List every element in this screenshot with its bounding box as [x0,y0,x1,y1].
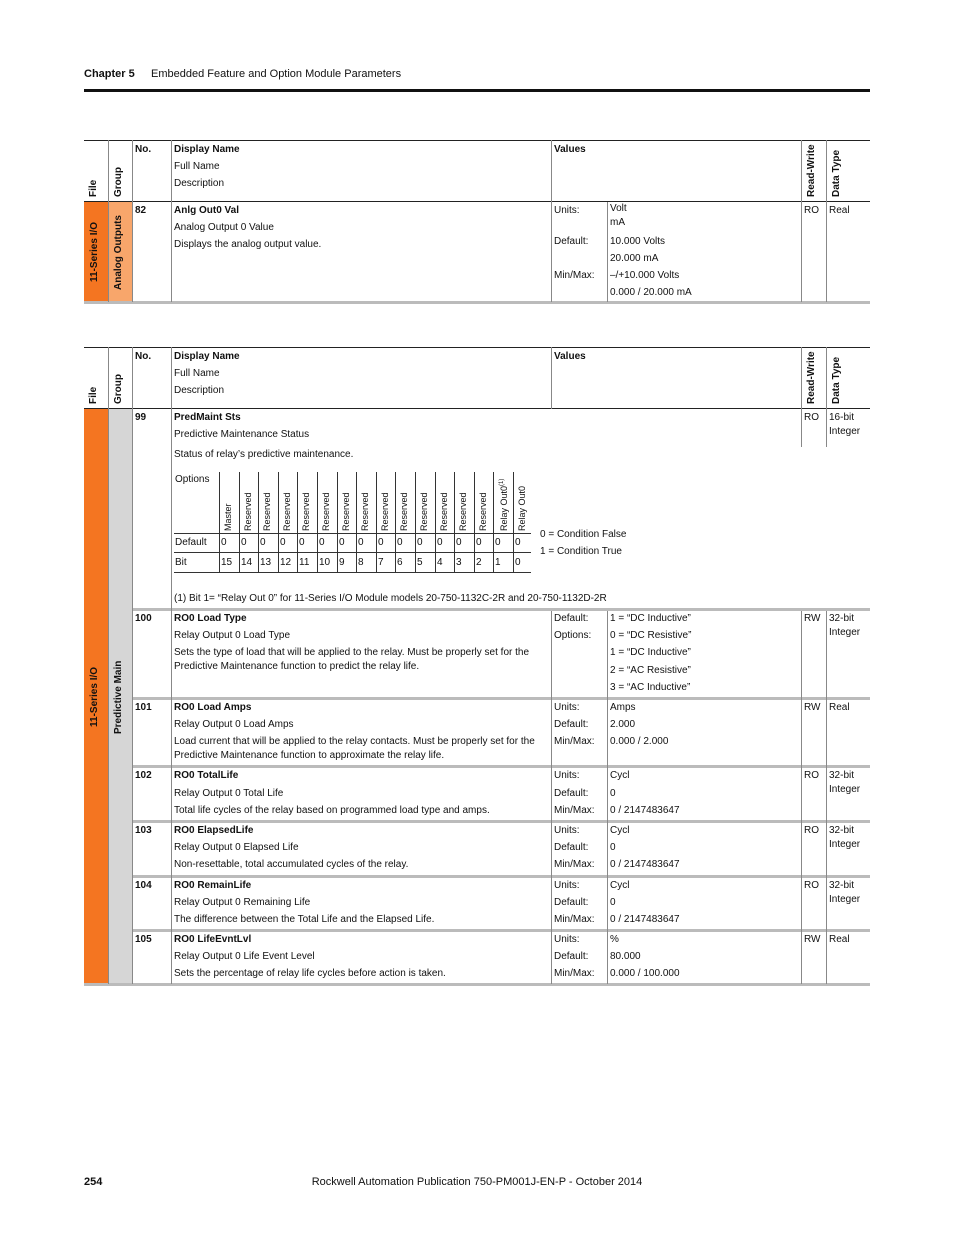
bit-default-value: 0 [358,537,364,548]
col-header-no: No. [135,351,152,362]
bit-number: 15 [221,557,233,568]
value-default: 1 = “DC Inductive” [610,613,691,624]
col-header-data-type: Data Type [831,356,842,404]
col-header-group: Group [113,374,124,404]
data-type-line-1: 32-bit [829,613,855,624]
value-minmax: 0.000 / 2.000 [610,736,669,747]
value-units-volt: Volt [610,203,627,214]
minmax-label: Min/Max: [554,914,595,925]
minmax-label: Min/Max: [554,736,595,747]
data-type-line-2: Integer [829,784,861,795]
data-type-value [829,879,860,907]
default-label: Default: [554,236,589,247]
col-header-file: File [88,386,99,404]
bit-option-name: Reserved [419,492,429,531]
param-description: Non-resettable, total accumulated cycles of the relay. [174,859,409,870]
header-rule [84,89,870,92]
value-minmax-volts: –/+10.000 Volts [610,270,680,281]
bit-column-divider [454,472,455,573]
data-type-line-1: 32-bit [829,770,855,781]
units-label: Units: [554,770,580,781]
data-type-value: Real [829,205,850,216]
param-description: Sets the type of load that will be applied to the relay. Must be properly set for the Predictive Maintenance function to predict the relay life. [174,647,530,672]
bit-number: 14 [241,557,253,568]
bit-number: 11 [299,557,310,568]
param-number: 99 [135,412,147,423]
bit-number: 3 [456,557,462,568]
value-minmax-ma: 0.000 / 20.000 mA [610,287,692,298]
bit-number: 13 [260,557,272,568]
param-display-name: RO0 RemainLife [174,880,252,891]
data-type-line-1: 32-bit [829,825,855,836]
bit-default-value: 0 [417,537,423,548]
param-display-name: Anlg Out0 Val [174,205,240,216]
page-number: 254 [84,1176,103,1188]
bit-option-name: Reserved [380,492,390,531]
minmax-label: Min/Max: [554,805,595,816]
value-units: Cycl [610,770,630,781]
param-display-name: RO0 Load Type [174,613,247,624]
param-full-name: Relay Output 0 Total Life [174,788,284,799]
default-label: Default: [554,897,589,908]
bit-default-value: 0 [339,537,345,548]
col-header-file: File [88,179,99,197]
read-write-value: RW [804,613,821,624]
bit-number: 10 [319,557,331,568]
value-default-volts: 10.000 Volts [610,236,666,247]
bit-number: 7 [378,557,384,568]
value-default: 2.000 [610,719,636,730]
param-number: 101 [135,702,152,713]
value-default-ma: 20.000 mA [610,253,659,264]
bit-option-name: Relay Out0 [517,485,527,531]
bit-default-value: 0 [495,537,501,548]
bit-option-name: Reserved [458,492,468,531]
bit-default-value: 0 [515,537,521,548]
bit-number: 2 [476,557,482,568]
read-write-value: RW [804,702,821,713]
bit-column-divider [297,472,298,573]
table1-bottom-rule [84,301,870,304]
param-description: Sets the percentage of relay life cycles before action is taken. [174,968,446,979]
param-full-name: Relay Output 0 Remaining Life [174,897,311,908]
value-units: Cycl [610,880,630,891]
param-display-name: PredMaint Sts [174,412,241,423]
param-display-name: RO0 Load Amps [174,702,252,713]
bit-default-value: 0 [221,537,227,548]
bit-number: 0 [515,557,521,568]
param-full-name: Relay Output 0 Elapsed Life [174,842,299,853]
value-default: 80.000 [610,951,641,962]
value-units: Cycl [610,825,630,836]
param-number: 100 [135,613,152,624]
data-type-line-1: 32-bit [829,880,855,891]
bit-option-name: Reserved [478,492,488,531]
minmax-label: Min/Max: [554,968,595,979]
bit-column-divider [219,472,220,573]
chapter-title: Embedded Feature and Option Module Parameters [151,68,402,80]
publication-line: Rockwell Automation Publication 750-PM001J-EN-P - October 2014 [311,1176,643,1188]
bit-default-value: 0 [319,537,325,548]
units-label: Units: [554,880,580,891]
col-header-display-name: Display Name [174,144,240,155]
bit-default-value: 0 [299,537,305,548]
bit-column-divider [337,472,338,573]
data-type-line-2: Integer [829,839,861,850]
col-header-data-type: Data Type [831,149,842,197]
value-option-1: 1 = “DC Inductive” [610,647,691,658]
bit-number: 1 [495,557,501,568]
chapter-label: Chapter 5 [84,68,135,80]
bit-row-label: Bit [175,557,187,568]
default-label: Default: [554,613,589,624]
value-option-0: 0 = “DC Resistive” [610,630,692,641]
bit-default-value: 0 [241,537,247,548]
condition-true: 1 = Condition True [540,546,622,557]
param-description: Status of relay’s predictive maintenance. [174,449,354,460]
file-label: 11-Series I/O [89,221,100,282]
data-type-value: Real [829,934,850,945]
units-label: Units: [554,934,580,945]
bit-option-name: Relay Out0$^{(1)}$ [499,478,509,531]
value-units: Amps [610,702,636,713]
footnote: (1) Bit 1= “Relay Out 0” for 11-Series I/O Module models 20-750-1132C-2R and 20-750-1132D-2R [174,593,607,604]
bit-option-name: Reserved [301,492,311,531]
minmax-label: Min/Max: [554,859,595,870]
bit-column-divider [435,472,436,573]
value-units: % [610,934,619,945]
col-header-description: Description [174,178,225,189]
bit-option-name: Reserved [439,492,449,531]
bit-column-divider [395,472,396,573]
file-label: 11-Series I/O [89,666,100,727]
bit-option-name: Reserved [321,492,331,531]
read-write-value: RO [804,412,819,423]
footnote-marker: (1) [499,478,505,486]
bit-default-value: 0 [378,537,384,548]
bit-option-name: Master [223,503,233,531]
data-type-value [829,612,860,640]
bit-number: 8 [358,557,364,568]
param-full-name: Predictive Maintenance Status [174,429,310,440]
param-number: 82 [135,205,147,216]
bit-column-divider [474,472,475,573]
condition-false: 0 = Condition False [540,529,627,540]
data-type-value [829,411,860,439]
param-description: Load current that will be applied to the relay contacts. Must be properly set for the Predictive Maintenance function to approximate the relay life. [174,736,535,761]
col-header-no: No. [135,144,152,155]
value-option-2: 2 = “AC Resistive” [610,665,691,676]
bit-number: 9 [339,557,345,568]
bit-default-value: 0 [437,537,443,548]
bit-option-name: Reserved [262,492,272,531]
value-minmax: 0.000 / 100.000 [610,968,680,979]
data-type-line-2: Integer [829,426,861,437]
col-header-read-write: Read-Write [806,351,817,404]
bit-default-value: 0 [456,537,462,548]
default-label: Default: [554,719,589,730]
units-label: Units: [554,205,580,216]
col-header-read-write: Read-Write [806,144,817,197]
value-option-3: 3 = “AC Inductive” [610,682,691,693]
col-header-full-name: Full Name [174,161,220,172]
bit-column-divider [513,472,514,573]
value-default: 0 [610,897,616,908]
bit-option-name: Reserved [282,492,292,531]
value-units-ma: mA [610,217,625,228]
read-write-value: RW [804,934,821,945]
data-type-line-2: Integer [829,894,861,905]
minmax-label: Min/Max: [554,270,595,281]
options-label: Options: [554,630,592,641]
bit-default-value: 0 [476,537,482,548]
bit-number: 5 [417,557,423,568]
bit-column-divider [356,472,357,573]
col-header-full-name: Full Name [174,368,220,379]
default-row-label: Default [175,537,207,548]
bit-number: 12 [280,557,292,568]
units-label: Units: [554,825,580,836]
param-display-name: RO0 ElapsedLife [174,825,254,836]
value-minmax: 0 / 2147483647 [610,805,680,816]
param-number: 104 [135,880,152,891]
data-type-value [829,824,860,852]
param-number: 103 [135,825,152,836]
col-header-values: Values [554,144,586,155]
data-type-line-1: 16-bit [829,412,855,423]
col-header-description: Description [174,385,225,396]
bit-column-divider [376,472,377,573]
bit-default-value: 0 [260,537,266,548]
param-number: 105 [135,934,152,945]
param-number: 102 [135,770,152,781]
param-full-name: Relay Output 0 Life Event Level [174,951,315,962]
value-default: 0 [610,788,616,799]
data-type-line-2: Integer [829,627,861,638]
bit-column-divider [493,472,494,573]
param-full-name: Relay Output 0 Load Amps [174,719,294,730]
bit-column-divider [415,472,416,573]
bit-column-divider [317,472,318,573]
default-label: Default: [554,951,589,962]
data-type-value: Real [829,702,850,713]
bit-option-name: Reserved [360,492,370,531]
bit-number: 4 [437,557,443,568]
bit-number: 6 [397,557,403,568]
col-header-values: Values [554,351,586,362]
bit-option-name: Reserved [399,492,409,531]
default-label: Default: [554,842,589,853]
value-minmax: 0 / 2147483647 [610,859,680,870]
bit-default-value: 0 [280,537,286,548]
col-header-display-name: Display Name [174,351,240,362]
bit-column-divider [278,472,279,573]
value-minmax: 0 / 2147483647 [610,914,680,925]
read-write-value: RO [804,825,819,836]
group-label: Analog Outputs [113,215,124,290]
units-label: Units: [554,702,580,713]
bit-column-divider [258,472,259,573]
value-default: 0 [610,842,616,853]
data-type-value [829,769,860,797]
options-label: Options [175,474,210,485]
param-full-name: Relay Output 0 Load Type [174,630,291,641]
group-label: Predictive Main [113,660,124,734]
default-label: Default: [554,788,589,799]
param-full-name: Analog Output 0 Value [174,222,274,233]
bit-option-name: Reserved [243,492,253,531]
read-write-value: RO [804,205,819,216]
param-description: The difference between the Total Life and the Elapsed Life. [174,914,435,925]
param-description: Total life cycles of the relay based on programmed load type and amps. [174,805,490,816]
param-display-name: RO0 TotalLife [174,770,239,781]
bit-option-name: Reserved [341,492,351,531]
read-write-value: RO [804,880,819,891]
col-header-group: Group [113,167,124,197]
bit-default-value: 0 [397,537,403,548]
param-display-name: RO0 LifeEvntLvl [174,934,252,945]
bit-column-divider [239,472,240,573]
read-write-value: RO [804,770,819,781]
param-description: Displays the analog output value. [174,239,322,250]
